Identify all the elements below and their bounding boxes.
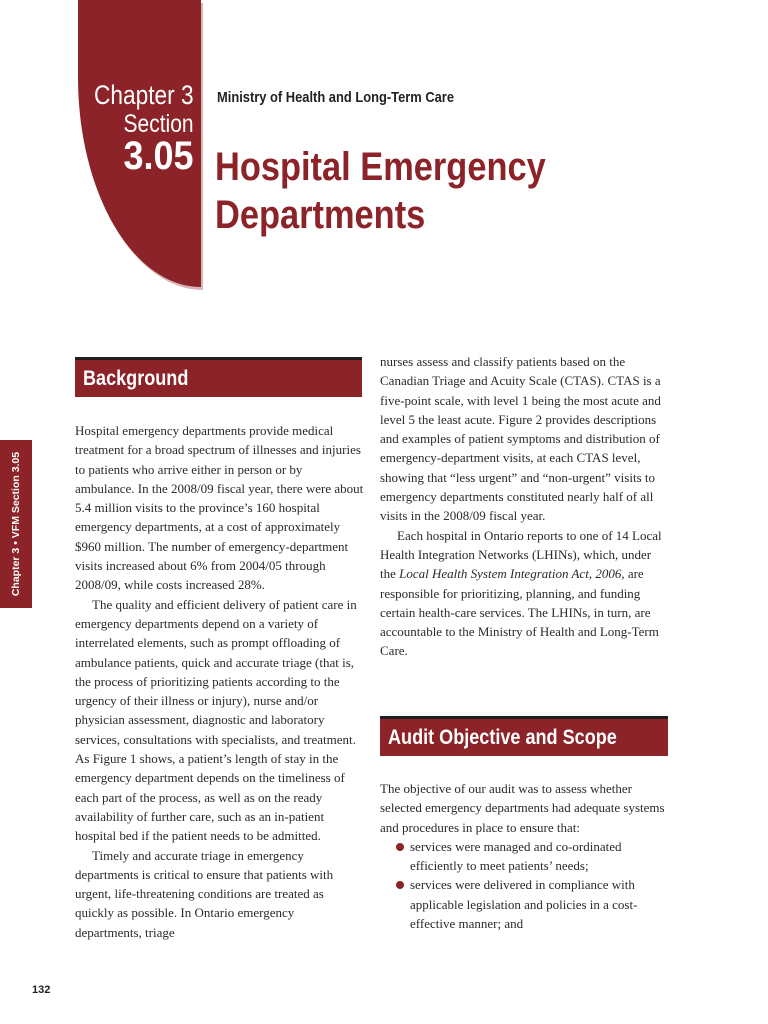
list-item: services were delivered in compliance with applicable legislation and policies in a cost-effective manner; and <box>380 875 670 933</box>
act-title: Local Health System Integration Act, 2006 <box>399 566 622 582</box>
paragraph: Timely and accurate triage in emergency departments is critical to ensure that patients with urgent, life-threatening conditions are treated as quickly as possible. In Ontario emergency departments, triage <box>75 847 334 940</box>
ministry-name: Ministry of Health and Long-Term Care <box>217 89 455 106</box>
page-title: Hospital Emergency Departments <box>215 145 546 237</box>
chapter-text: Chapter 3 <box>94 80 194 110</box>
audit-column <box>380 779 670 933</box>
left-column <box>75 421 364 942</box>
paragraph: nurses assess and classify patients based on the Canadian Triage and Acuity Scale (CTAS). CTAS is a five-point scale, with level 1 being the most acute and level 5 the least acute. Figure 2 provides descriptions and examples of patient symptoms and distribution of emergency-department visits, at each CTAS level, showing that “less urgent” and “non-urgent” visits to emergency departments constituted nearly half of all visits in the 2008/09 fiscal year. <box>380 354 661 524</box>
section-text: Section <box>123 110 194 139</box>
page-number: 132 <box>32 984 51 996</box>
audit-heading: Audit Objective and Scope <box>380 716 668 756</box>
paragraph-lhin: Each hospital in Ontario reports to one of 14 Local Health Integration Networks (LHINs), which, under the Local Health System Integration Act, 2006, are responsible for prioritizing, planning, and funding certain health-care services. The LHINs, in turn, are accountable to the Ministry of Health and Long-Term Care. <box>380 527 662 659</box>
background-heading: Background <box>75 357 362 397</box>
side-tab-label: Chapter 3 • VFM Section 3.05 <box>10 451 22 597</box>
right-column <box>380 352 670 661</box>
paragraph: The objective of our audit was to assess whether selected emergency departments had adequate systems and procedures in place to ensure that: <box>380 781 665 835</box>
paragraph: The quality and efficient delivery of patient care in emergency departments depend on a variety of interrelated elements, such as prompt offloading of ambulance patients, quick and accurate triage (that is, the process of prioritizing patients according to the urgency of their illness or injury), nurse and/or physician assessment, diagnostic and laboratory services, consultations with specialists, and treatment. As Figure 1 shows, a patient’s length of stay in the emergency department depends on the timeliness of each part of the process, as well as on the ready availability of further care, such as an in-patient hospital bed if the patient needs to be admitted. <box>75 596 357 844</box>
chapter-label <box>75 80 194 179</box>
bullet-list <box>380 837 670 933</box>
paragraph: Hospital emergency departments provide medical treatment for a broad spectrum of illnesses and injuries to patients who arrive either in person or by ambulance. In the 2008/09 fiscal year, there were about 5.4 million visits to the province’s 160 hospital emergency departments, at a cost of approximately $960 million. The number of emergency-department visits increased about 6% from 2004/05 through 2008/09, while costs increased 28%. <box>75 423 364 593</box>
list-item: services were managed and co-ordinated efficiently to meet patients’ needs; <box>380 837 670 876</box>
section-number: 3.05 <box>123 134 194 179</box>
